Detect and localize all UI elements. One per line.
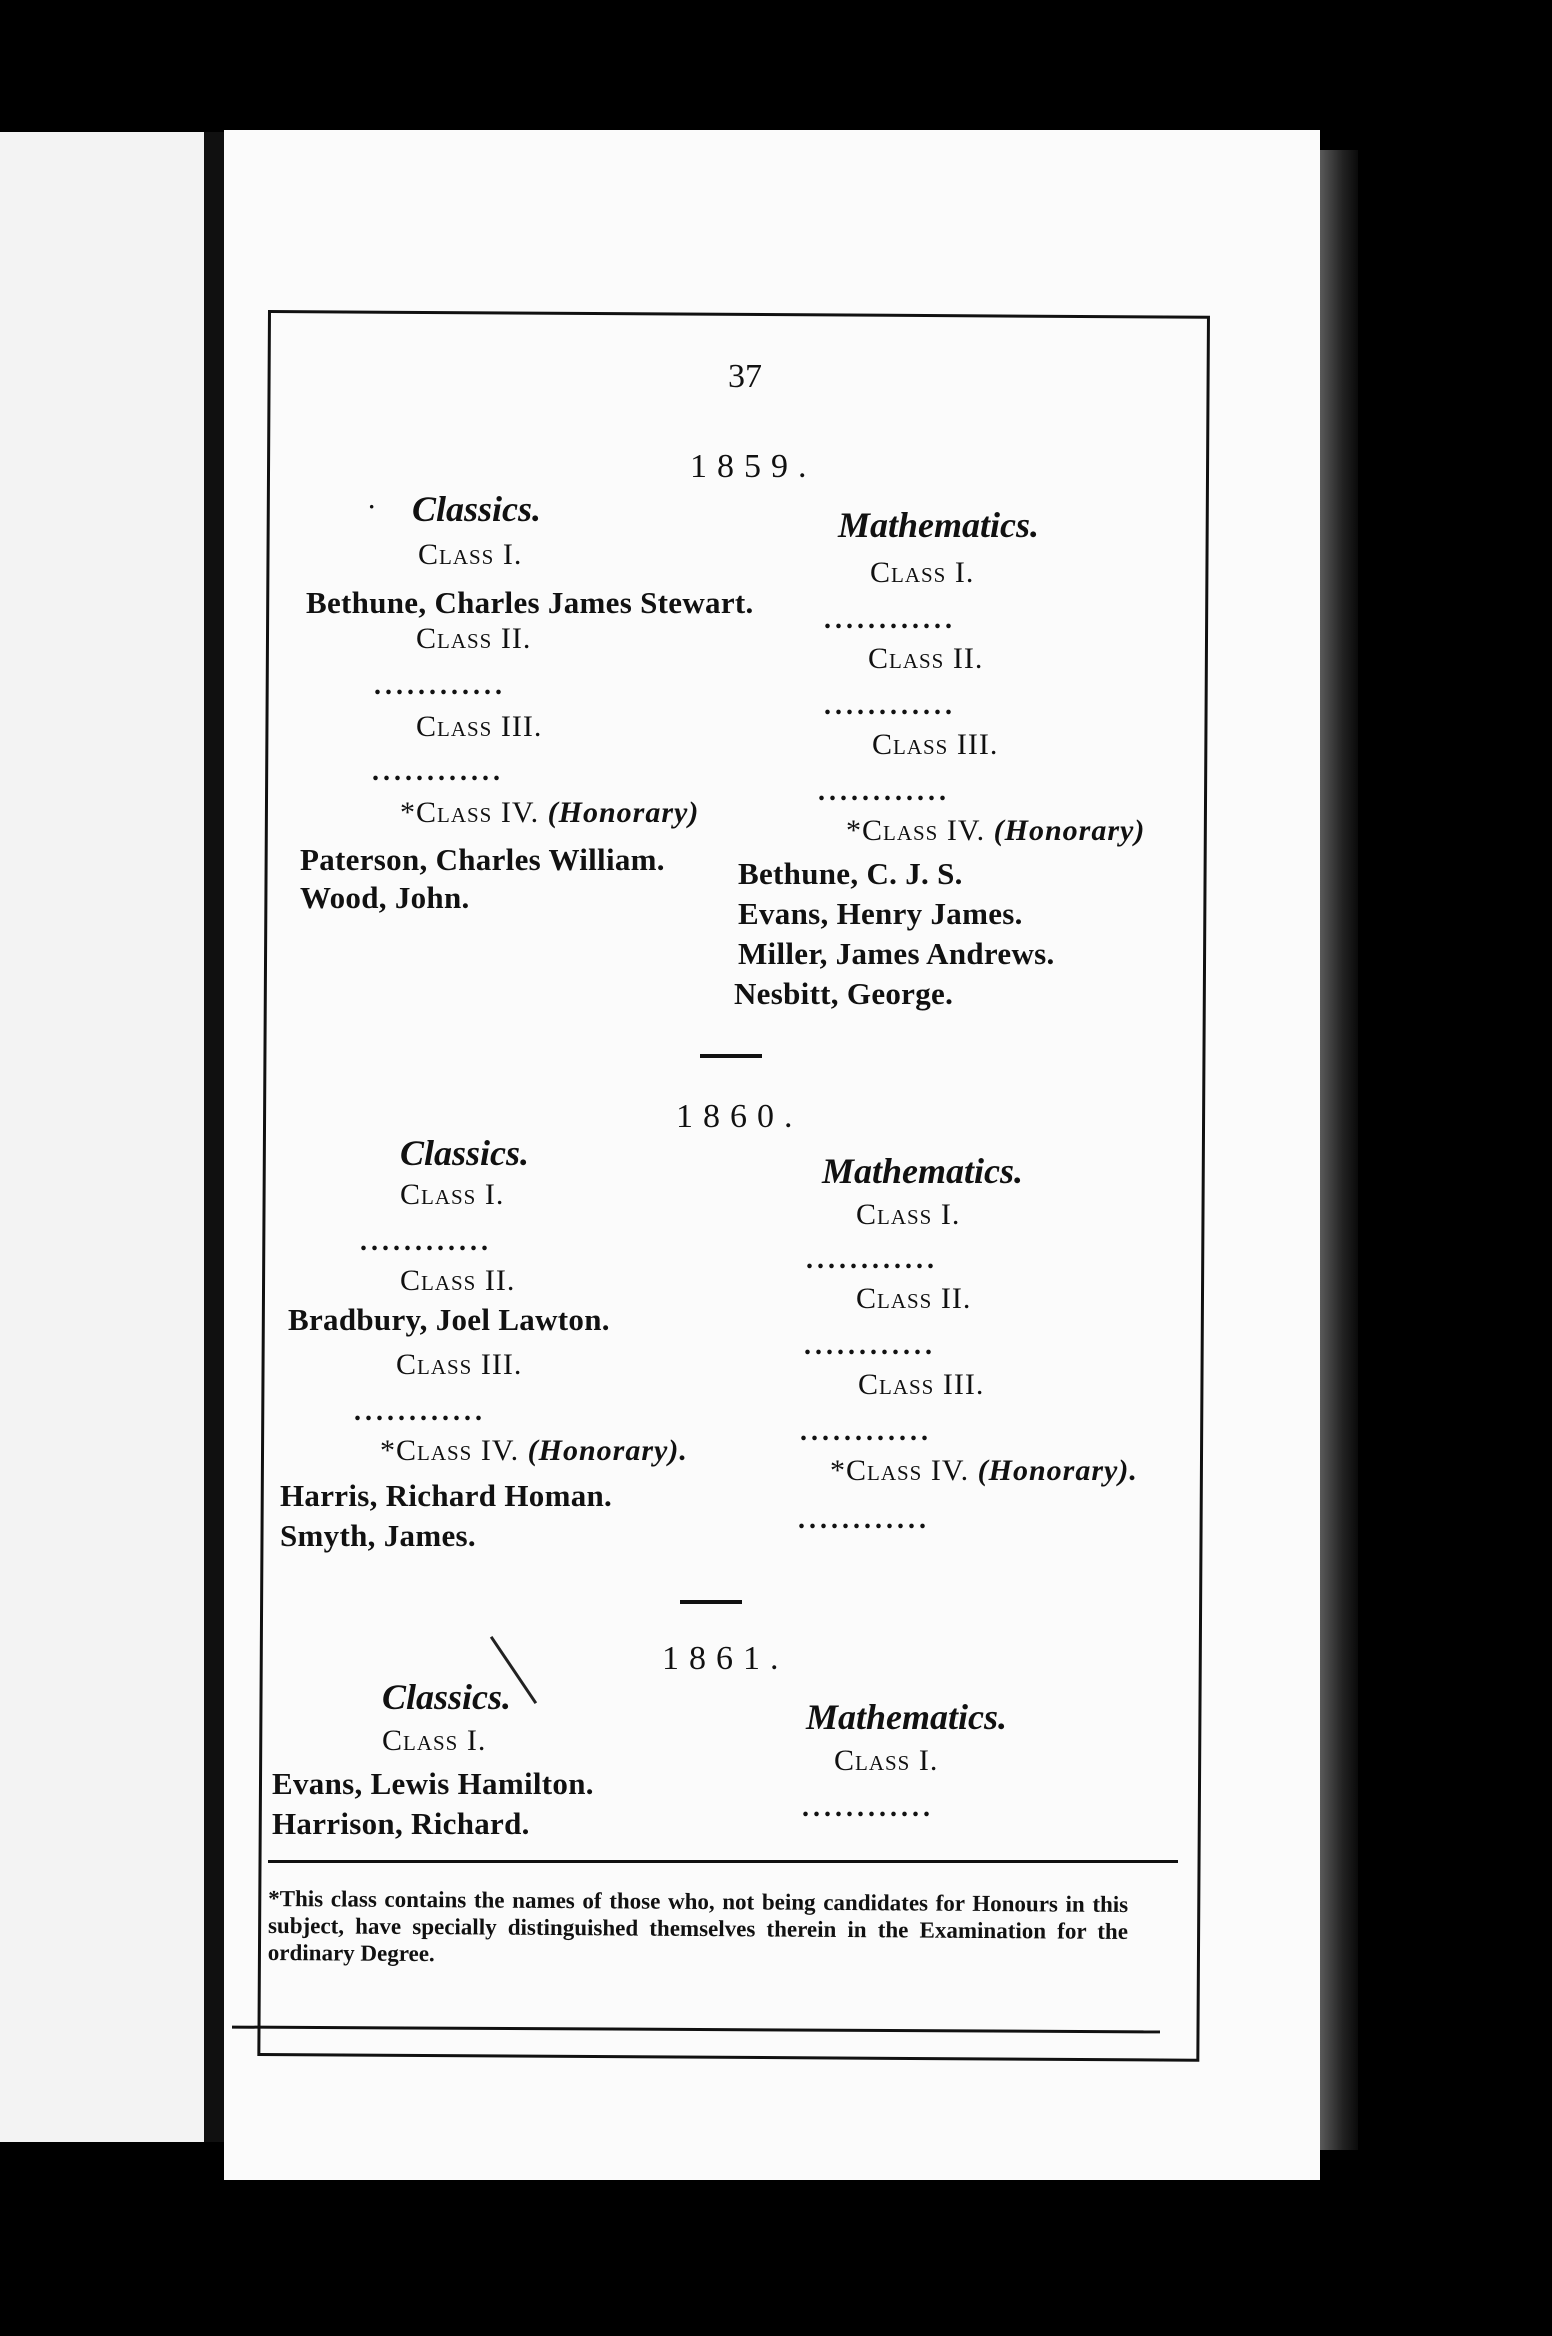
classics-1861-class-i-name-2: Harrison, Richard. — [272, 1806, 530, 1841]
classics-1859-class-iv-name-2: Wood, John. — [300, 880, 470, 915]
classics-1859-class-ii-dots: ............ — [374, 670, 506, 701]
stray-mark: · — [368, 494, 376, 519]
classics-1861-class-i-name-1: Evans, Lewis Hamilton. — [272, 1766, 594, 1801]
mathematics-1860-class-ii-dots: ............ — [804, 1330, 936, 1361]
mathematics-1861-class-i: Class I. — [834, 1744, 939, 1777]
classics-1861-class-i: Class I. — [382, 1724, 487, 1757]
classics-1859-class-i: Class I. — [418, 538, 523, 571]
classics-1860-class-i-dots: ............ — [360, 1226, 492, 1257]
year-1859: 1859. — [690, 448, 817, 485]
mathematics-heading-1860: Mathematics. — [822, 1151, 1024, 1191]
mathematics-1860-class-i-dots: ............ — [806, 1244, 938, 1275]
classics-heading-1859: Classics. — [412, 489, 542, 529]
section-divider — [680, 1600, 742, 1604]
binding-gutter — [204, 132, 224, 2142]
mathematics-1859-class-iii: Class III. — [872, 728, 999, 761]
mathematics-1860-class-ii: Class II. — [856, 1282, 972, 1315]
footnote: *This class contains the names of those who, not being candidates for Honours in this subject, have specially distinguished themselves therein in the Examination for the ordinary Degree. — [267, 1885, 1129, 1967]
classics-1860-class-iv-name-2: Smyth, James. — [280, 1518, 476, 1553]
mathematics-1859-class-iv-name-1: Bethune, C. J. S. — [738, 856, 963, 891]
honorary-label: (Honorary) — [547, 796, 700, 829]
facing-page-edge — [0, 132, 204, 2142]
year-1861: 1861. — [662, 1640, 789, 1677]
mathematics-1860-class-iv-dots: ............ — [798, 1504, 930, 1535]
mathematics-1861-class-i-dots: ............ — [802, 1792, 934, 1823]
classics-1860-class-iii-dots: ............ — [354, 1396, 486, 1427]
classics-1859-class-iii-dots: ............ — [372, 756, 504, 787]
mathematics-1859-class-ii-dots: ............ — [824, 690, 956, 721]
mathematics-1859-class-iii-dots: ............ — [818, 776, 950, 807]
mathematics-1859-class-i-dots: ............ — [824, 604, 956, 635]
class-iv-label: *Class IV. — [830, 1454, 970, 1487]
mathematics-1859-class-iv-name-2: Evans, Henry James. — [738, 896, 1023, 931]
classics-1859-class-iv — [400, 796, 699, 830]
mathematics-1860-class-i: Class I. — [856, 1198, 961, 1231]
mathematics-1859-class-iv-name-3: Miller, James Andrews. — [738, 936, 1055, 971]
page-number: 37 — [728, 358, 762, 395]
footnote-rule — [268, 1860, 1178, 1863]
mathematics-1859-class-iv-name-4: Nesbitt, George. — [734, 976, 954, 1011]
year-1860: 1860. — [676, 1098, 803, 1135]
mathematics-heading-1859: Mathematics. — [838, 505, 1040, 545]
classics-1860-class-iv-name-1: Harris, Richard Homan. — [280, 1478, 613, 1513]
mathematics-1860-class-iii: Class III. — [858, 1368, 985, 1401]
class-iv-label: *Class IV. — [400, 796, 540, 829]
page-edge-shadow — [1320, 150, 1358, 2150]
honorary-label: (Honorary). — [977, 1454, 1138, 1487]
classics-1860-class-ii-name: Bradbury, Joel Lawton. — [288, 1302, 610, 1337]
classics-heading-1861: Classics. — [382, 1677, 512, 1717]
mathematics-1859-class-i: Class I. — [870, 556, 975, 589]
classics-1860-class-i: Class I. — [400, 1178, 505, 1211]
honorary-label: (Honorary). — [527, 1434, 688, 1467]
classics-1860-class-ii: Class II. — [400, 1264, 516, 1297]
section-divider — [700, 1054, 762, 1058]
classics-1859-class-i-name: Bethune, Charles James Stewart. — [306, 585, 754, 620]
class-iv-label: *Class IV. — [846, 814, 986, 847]
honorary-label: (Honorary) — [993, 814, 1146, 847]
mathematics-1859-class-ii: Class II. — [868, 642, 984, 675]
classics-1859-class-iv-name-1: Paterson, Charles William. — [300, 842, 665, 877]
mathematics-heading-1861: Mathematics. — [806, 1697, 1008, 1737]
mathematics-1860-class-iv — [830, 1454, 1138, 1488]
classics-1860-class-iv — [380, 1434, 688, 1468]
classics-1859-class-iii: Class III. — [416, 710, 543, 743]
classics-1860-class-iii: Class III. — [396, 1348, 523, 1381]
classics-heading-1860: Classics. — [400, 1133, 530, 1173]
class-iv-label: *Class IV. — [380, 1434, 520, 1467]
mathematics-1859-class-iv — [846, 814, 1145, 848]
classics-1859-class-ii: Class II. — [416, 622, 532, 655]
mathematics-1860-class-iii-dots: ............ — [800, 1416, 932, 1447]
